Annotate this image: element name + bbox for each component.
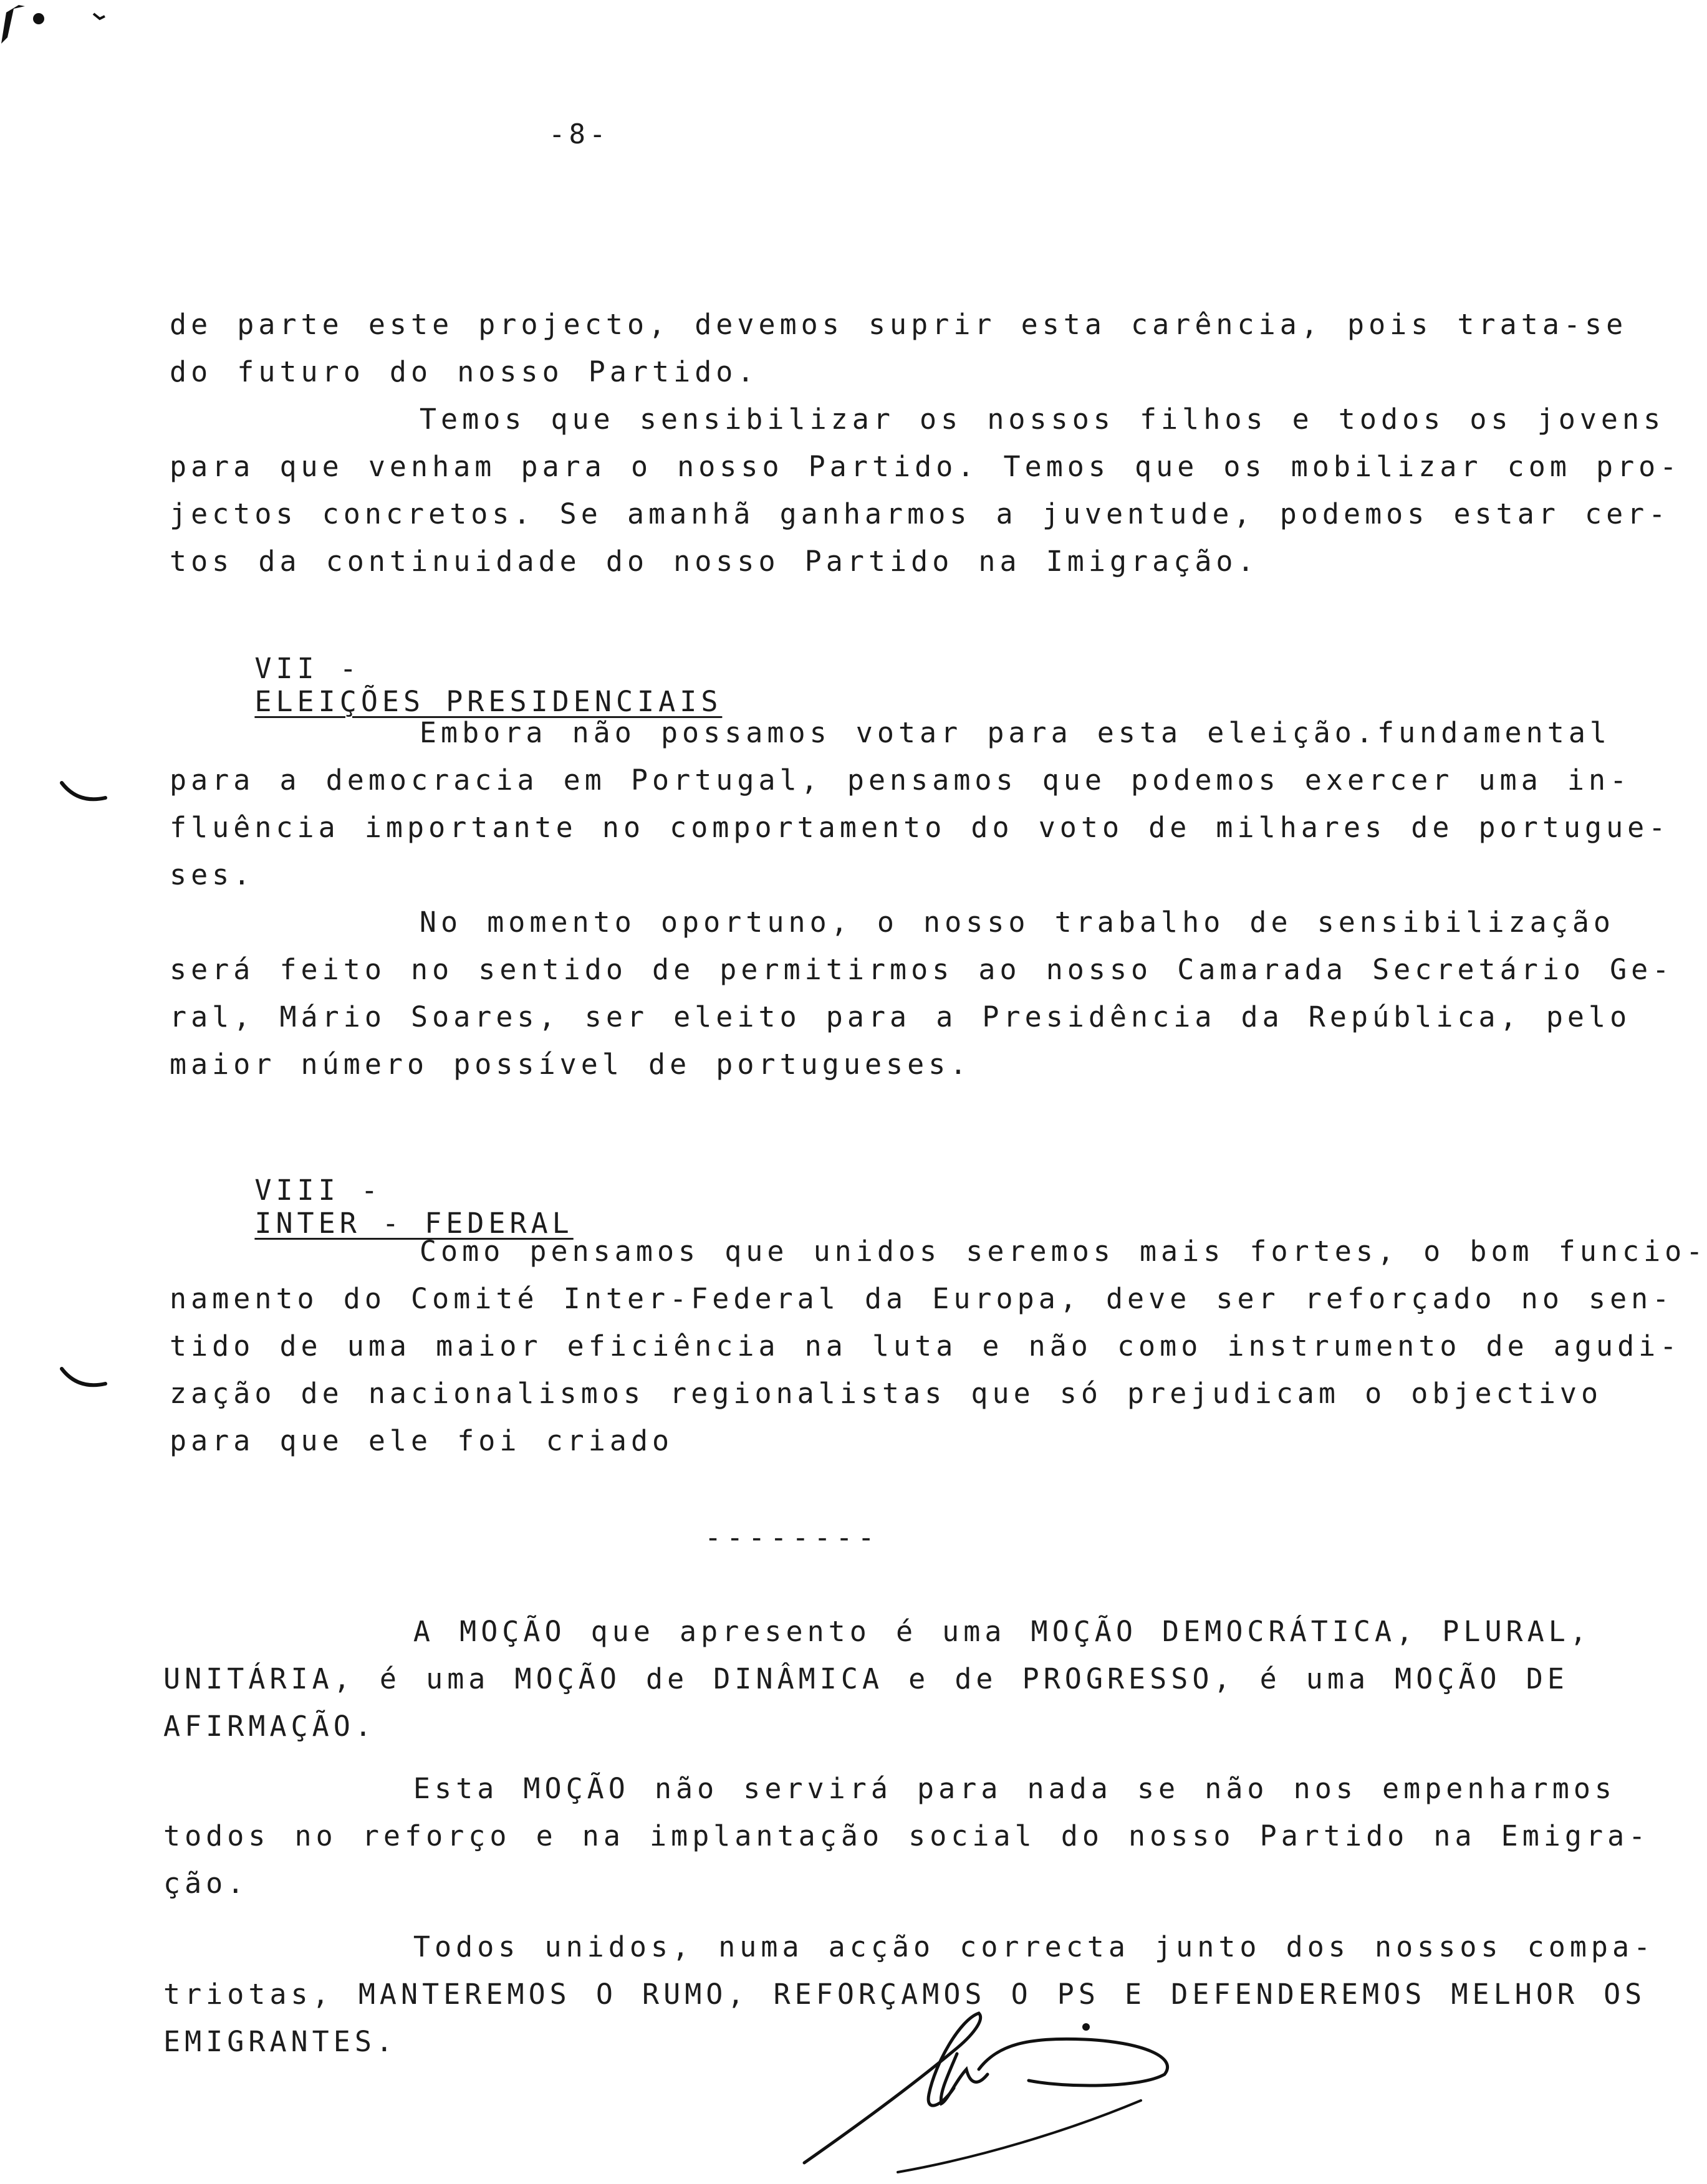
text-line: Temos que sensibilizar os nossos filhos e todos os jovens [170, 403, 1665, 436]
text-line: A MOÇÃO que apresento é uma MOÇÃO DEMOCRÁTICA, PLURAL, [163, 1615, 1591, 1648]
text-line: tos da continuidade do nosso Partido na Imigração. [170, 545, 1259, 578]
text-line: fluência importante no comportamento do voto de milhares de portugue- [170, 811, 1670, 844]
text-line: será feito no sentido de permitirmos ao nosso Camarada Secretário Ge- [170, 953, 1674, 986]
margin-punch-mark [59, 779, 109, 810]
section-title: ELEIÇÕES PRESIDENCIAIS [254, 685, 723, 718]
scan-corner-mark [0, 0, 112, 50]
section-title: INTER - FEDERAL [254, 1207, 574, 1240]
text-line: jectos concretos. Se amanhã ganharmos a juventude, podemos estar cer- [170, 497, 1670, 530]
text-line: Embora não possamos votar para esta eleição.fundamental [170, 716, 1611, 749]
text-line: triotas, MANTEREMOS O RUMO, REFORÇAMOS O PS E DEFENDEREMOS MELHOR OS [163, 1978, 1647, 2011]
text-line: Como pensamos que unidos seremos mais fortes, o bom funcio- [170, 1235, 1707, 1268]
text-line: tido de uma maior eficiência na luta e não como instrumento de agudi- [170, 1329, 1681, 1363]
text-line: para que venham para o nosso Partido. Temos que os mobilizar com pro- [170, 450, 1681, 483]
text-line: AFIRMAÇÃO. [163, 1710, 376, 1743]
text-line: ses. [170, 858, 255, 891]
text-line: zação de nacionalismos regionalistas que só prejudicam o objectivo [170, 1377, 1603, 1410]
section-number: VII - [254, 652, 361, 685]
text-line: Todos unidos, numa acção correcta junto dos nossos compa- [163, 1930, 1655, 1963]
text-line: ção. [163, 1867, 249, 1900]
text-line: maior número possível de portugueses. [170, 1048, 971, 1081]
text-line: No momento oportuno, o nosso trabalho de sensibilização [170, 906, 1615, 939]
text-line: para a democracia em Portugal, pensamos que podemos exercer uma in- [170, 764, 1632, 797]
text-line: namento do Comité Inter-Federal da Europa, deve ser reforçado no sen- [170, 1282, 1674, 1315]
section-number: VIII - [254, 1174, 382, 1207]
text-line: UNITÁRIA, é uma MOÇÃO de DINÂMICA e de PROGRESSO, é uma MOÇÃO DE [163, 1662, 1569, 1695]
text-line: do futuro do nosso Partido. [170, 355, 759, 388]
text-line: todos no reforço e na implantação social do nosso Partido na Emigra- [163, 1819, 1650, 1852]
text-line: Esta MOÇÃO não servirá para nada se não nos empenharmos [163, 1772, 1616, 1805]
page-number: -8- [549, 118, 610, 150]
handwritten-signature [792, 1995, 1191, 2182]
text-line: EMIGRANTES. [163, 2025, 398, 2058]
text-line: para que ele foi criado [170, 1424, 674, 1457]
text-line: ral, Mário Soares, ser eleito para a Presidência da República, pelo [170, 1000, 1632, 1033]
text-line: de parte este projecto, devemos suprir esta carência, pois trata-se [170, 308, 1628, 341]
margin-punch-mark [59, 1365, 109, 1396]
separator: -------- [704, 1521, 880, 1554]
